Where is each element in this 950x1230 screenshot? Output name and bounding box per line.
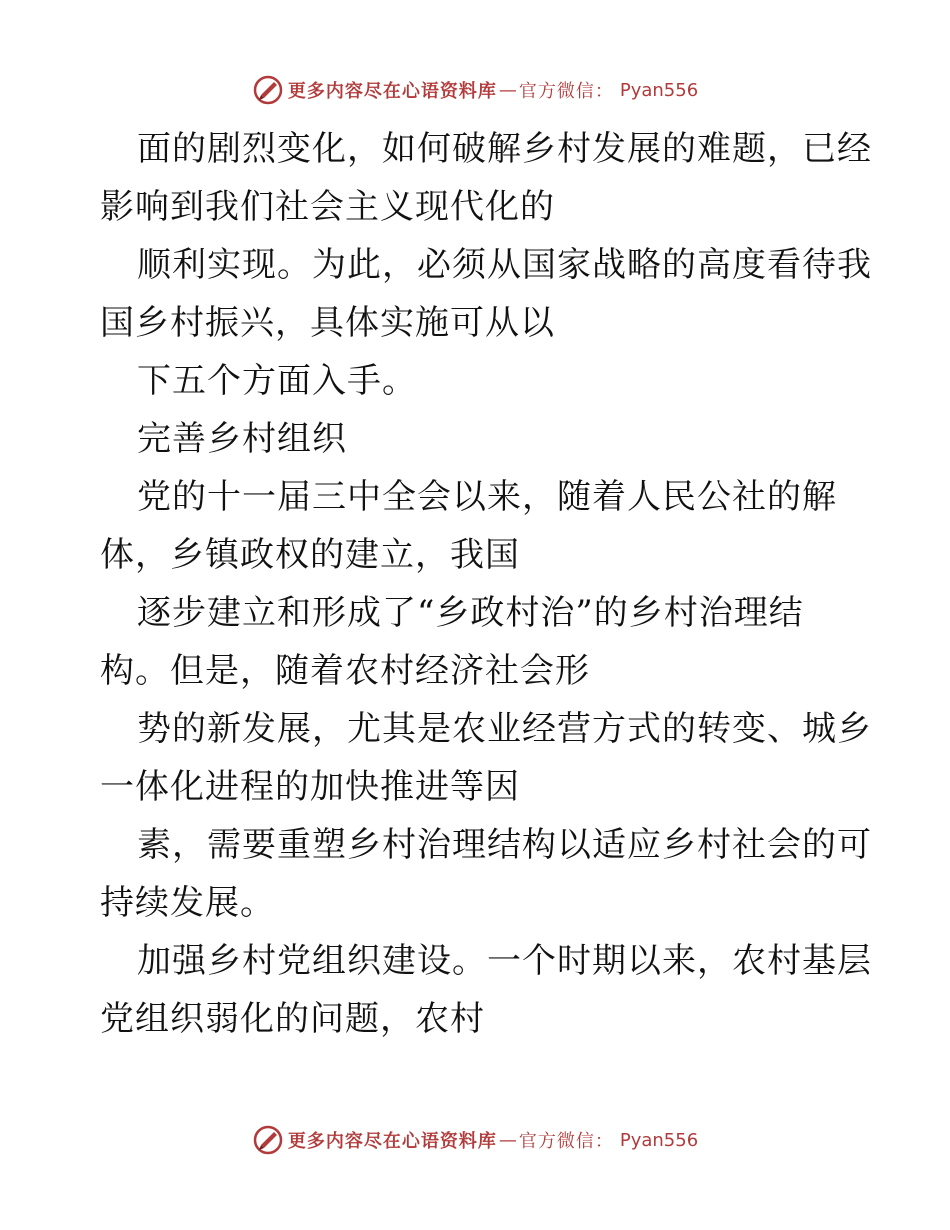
banner-dash: — xyxy=(498,79,517,101)
banner-wechat-label: 官方微信： xyxy=(518,81,614,102)
text-line: 影响到我们社会主义现代化的 xyxy=(100,187,555,227)
text-line: 逐步建立和形成了“乡政村治”的乡村治理结 xyxy=(137,593,804,633)
banner-wechat-label: 官方微信： xyxy=(518,1131,614,1152)
text-line: 素，需要重塑乡村治理结构以适应乡村社会的可 xyxy=(137,825,872,865)
brand-logo-icon xyxy=(252,74,284,106)
footer-banner xyxy=(0,1120,950,1160)
text-line: 顺利实现。为此，必须从国家战略的高度看待我 xyxy=(137,245,872,285)
banner-wechat-id: Pyan556 xyxy=(619,79,699,101)
text-line: 体，乡镇政权的建立，我国 xyxy=(100,535,520,575)
document-body xyxy=(100,120,872,1048)
banner-main-text: 更多内容尽在心语资料库 xyxy=(287,1131,497,1152)
header-banner xyxy=(0,70,950,110)
text-line: 党组织弱化的问题，农村 xyxy=(100,999,485,1039)
text-line: 构。但是，随着农村经济社会形 xyxy=(100,651,590,691)
text-line: 完善乡村组织 xyxy=(137,419,347,459)
text-line: 持续发展。 xyxy=(100,883,275,923)
text-line: 加强乡村党组织建设。一个时期以来，农村基层 xyxy=(137,941,872,981)
text-line: 势的新发展，尤其是农业经营方式的转变、城乡 xyxy=(137,709,872,749)
text-line: 国乡村振兴，具体实施可从以 xyxy=(100,303,555,343)
banner-dash: — xyxy=(498,1129,517,1151)
text-line: 面的剧烈变化，如何破解乡村发展的难题，已经 xyxy=(137,129,872,169)
text-line: 下五个方面入手。 xyxy=(137,361,417,401)
text-line: 党的十一届三中全会以来，随着人民公社的解 xyxy=(137,477,837,517)
brand-logo-icon xyxy=(252,1124,284,1156)
banner-wechat-id: Pyan556 xyxy=(619,1129,699,1151)
text-line: 一体化进程的加快推进等因 xyxy=(100,767,520,807)
banner-main-text: 更多内容尽在心语资料库 xyxy=(287,81,497,102)
